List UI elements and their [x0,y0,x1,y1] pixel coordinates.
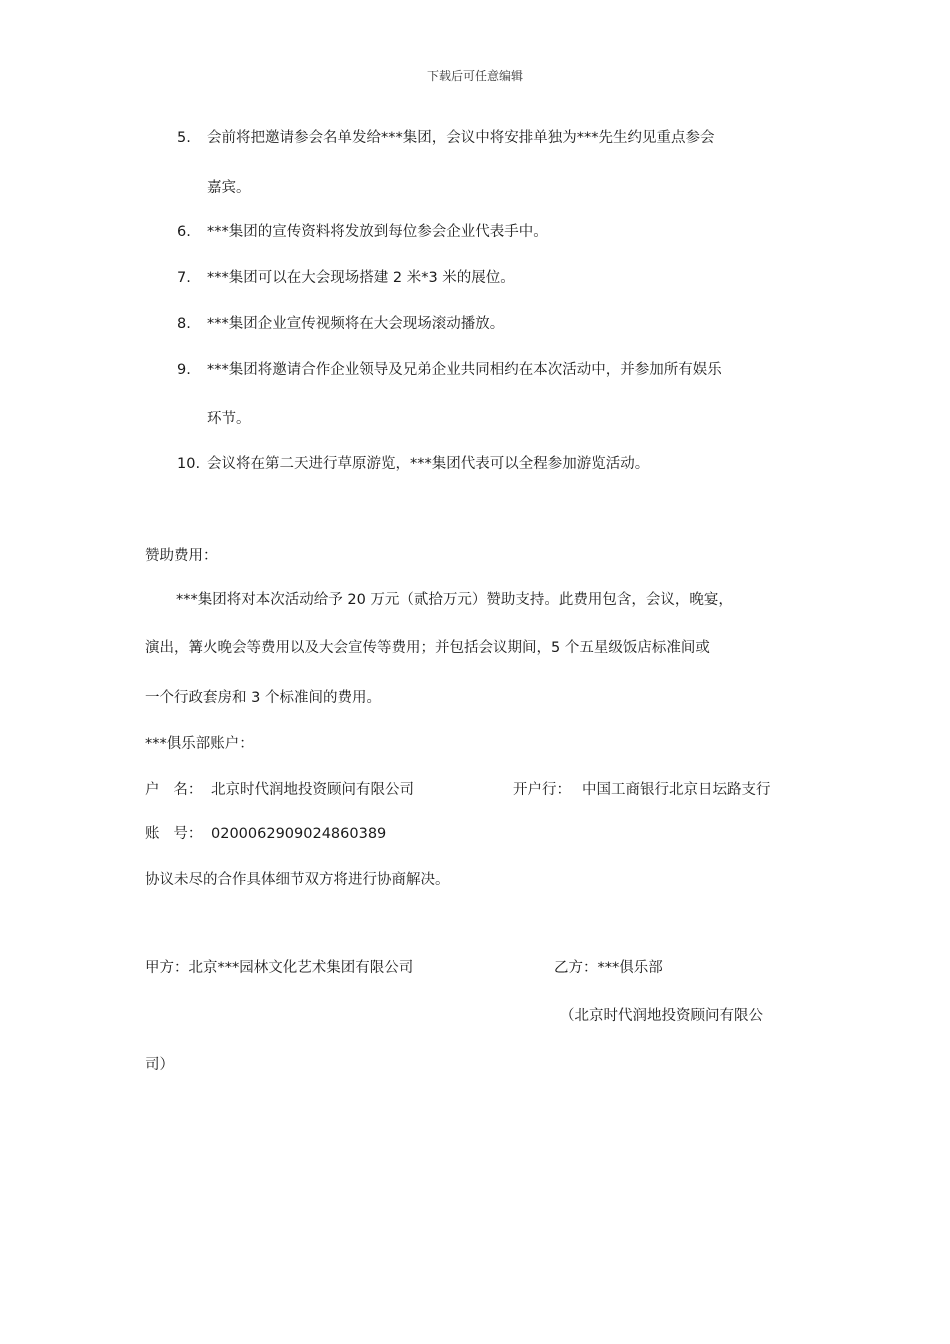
sponsorship-paragraph-line-1: ***集团将对本次活动给予 20 万元（贰拾万元）赞助支持。此费用包含，会议，晚宴， [176,592,733,608]
list-number: 9. [177,362,191,378]
closing-note: 协议未尽的合作具体细节双方将进行协商解决。 [145,872,450,888]
list-text: 会前将把邀请参会名单发给***集团，会议中将安排单独为***先生约见重点参会 [207,130,715,146]
list-text-continuation: 环节。 [207,411,251,427]
list-text: ***集团将邀请合作企业领导及兄弟企业共同相约在本次活动中，并参加所有娱乐 [207,362,722,378]
list-text: ***集团企业宣传视频将在大会现场滚动播放。 [207,316,505,332]
page-header-note: 下载后可任意编辑 [426,69,523,83]
list-text: ***集团的宣传资料将发放到每位参会企业代表手中。 [207,224,548,240]
account-heading: ***俱乐部账户： [145,736,254,752]
sponsorship-paragraph-line-3: 一个行政套房和 3 个标准间的费用。 [145,690,381,706]
party-b-company-line-1: （北京时代润地投资顾问有限公 [560,1008,763,1024]
account-name-value: 北京时代润地投资顾问有限公司 [211,782,414,798]
account-number-value: 0200062909024860389 [211,826,387,842]
list-number: 10. [177,456,201,472]
account-bank-value: 中国工商银行北京日坛路支行 [582,782,771,798]
party-b-company-line-2: 司） [145,1057,174,1073]
list-number: 7. [177,270,191,286]
account-number-label: 账 号： [145,826,203,842]
list-number: 6. [177,224,191,240]
account-bank-label: 开户行： [513,782,571,798]
party-a: 甲方：北京***园林文化艺术集团有限公司 [145,960,414,976]
account-name-label: 户 名： [145,782,203,798]
list-text-continuation: 嘉宾。 [207,180,251,196]
sponsorship-heading: 赞助费用： [145,548,218,564]
list-number: 8. [177,316,191,332]
sponsorship-paragraph-line-2: 演出，篝火晚会等费用以及大会宣传等费用；并包括会议期间，5 个五星级饭店标准间或 [145,640,710,656]
list-number: 5. [177,130,191,146]
party-b: 乙方：***俱乐部 [554,960,663,976]
list-text: 会议将在第二天进行草原游览，***集团代表可以全程参加游览活动。 [207,456,650,472]
list-text: ***集团可以在大会现场搭建 2 米*3 米的展位。 [207,270,515,286]
